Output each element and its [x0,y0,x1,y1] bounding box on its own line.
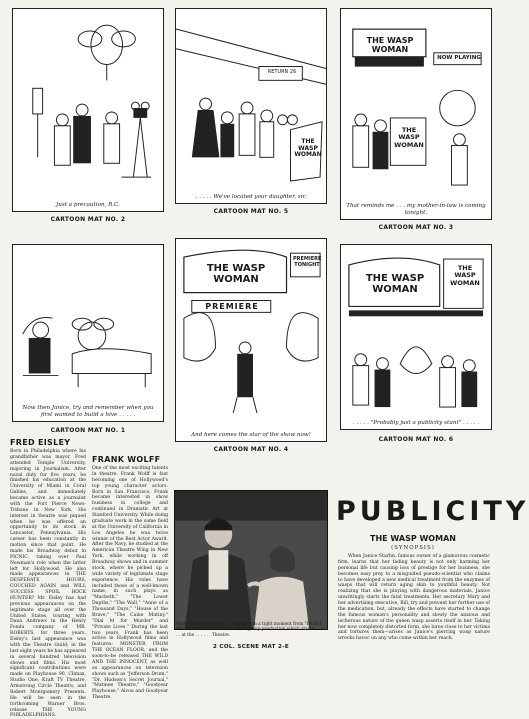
cartoon-panel-5 [175,8,327,204]
bio-heading-fred-eisley: FRED EISLEY [10,438,71,447]
cartoon-caption: And here comes the star of the show now! [191,431,311,438]
cartoon-mat-label: CARTOON MAT NO. 1 [50,427,126,434]
bio-text-fred-eisley: Born in Philadelphia where his grandfather was mayor, Fred attended Temple University, majoring in Journalism. After naval duty for five years, he finished his education at the University of Miami in Coral Gables, and immediately became active as a journalist with the Fort Pierce News-Tribune in New York. His interest in theatre was piqued when he was offered an opportunity to do stock in Lancaster, Pennsylvania. His career has been constantly in motion since that point. He made his Broadway debut in PICNIC, taking over Paul Newman's role when the latter left for Hollywood. He also made appearances in THE DESPERATE HOURS, COUCHED AGAIN and WILL SUCCESS SPOIL ROCK HUNTER? Mr. Eisley has had previous appearances on the legitimate stage all over the United States, touring with Dana Andrews in the Henry Fonda company of MR. ROBERTS, for three years. Eisley's last appearance was with the Theatre Guild; in the last eight years he has appeared in several hundred television shows and films. His most significant contributions were made on Playhouse 90, Climax, Studio One, Kraft TV Theatre, Armstrong Circle Theatre, and Robert Montgomery Presents. He will be seen in the forthcoming Warner Bros. release THE YOUNG PHILADELPHIANS. [10,449,86,719]
marquee-sign: THE WASP WOMAN [365,273,425,295]
cartoon-mat-label: CARTOON MAT NO. 3 [378,224,454,231]
scene-photo [174,490,328,630]
cartoon-panel-4 [175,238,327,442]
cartoon-mat-label: CARTOON MAT NO. 6 [378,436,454,443]
cartoon-mat-label: CARTOON MAT NO. 4 [213,446,289,453]
cartoon-caption: Just a precaution, R.C. [56,201,120,208]
cartoon-panel-1 [12,244,164,422]
cartoon-illustration [13,245,163,421]
cartoon-caption: . . . . . We've located your daughter, sir. [195,193,307,200]
cartoon-panel-3 [340,8,492,220]
bio-heading-frank-wolff: FRANK WOLFF [92,455,161,464]
photo-caption: Wally Campo and Lynn Cartwright in a tight moment from "BEAST FROM HAUNTED CAVE," a Filmgroup production which starts . . . . . . . at the . . . . . . Theatre. [176,622,328,638]
marquee-sign: THE WASP WOMAN [206,263,266,285]
scene-mat-label: 2 COL. SCENE MAT 2-E [212,644,289,650]
premiere-tonight-sign: PREMIERE TONIGHT [293,256,322,268]
bio-text-frank-wolff: One of the most exciting talents in theatre, Frank Wolff is fast becoming one of Hollywood's top young character actors. Born in San Francisco, Frank became interested in show business in college and continued in Dramatic Art at Stanford University. While doing graduate work in the same field at the University of California in Los Angeles he was twice winner of the Best Actor Award. After the Navy, he studied at the American Theatre Wing in New York, while working in off Broadway shows and in summer stock, where he picked up a wide variety of legitimate stage experience. His roles have included those of a well-known name, in such plays as "Macbeth," "The Lower Depths," "The Wall," "Anne of a Thousand Days," "House of the Brave," "The Caine Mutiny," "Dial M for Murder" and "Private Lives." During the last two years, Frank has been active in Hollywood films and features: MONSTER FROM THE OCEAN FLOOR, and the soon-to-be released THE WILD AND THE INNOCENT, as well as appearances on television shows such as "Jefferson Drum," "Dr. Hudson's Secret Journal," "Matinee Theatre," "Goodyear Playhouse," Alcoa and Goodyear Theatre. [92,466,169,701]
cartoon-mat-label: CARTOON MAT NO. 5 [213,208,289,215]
movie-poster: THE WASP WOMAN [450,264,480,287]
cartoon-caption: . . . . . "Probably just a publicity stunt" . . . . . [352,419,480,426]
cartoon-mat-label: CARTOON MAT NO. 2 [50,216,126,223]
movie-poster: THE WASP WOMAN [394,126,424,149]
synopsis-subtitle: (SYNOPSIS) [391,545,435,551]
cartoon-panel-6 [340,244,492,430]
publicity-heading: PUBLICITY [336,496,529,527]
cartoon-illustration [13,9,163,211]
synopsis-text: When Janice Starlin, famous owner of a glamorous cosmetic firm, learns that her fading beauty is not only harming her personal life but causing loss of prestige for her business, she becomes easy prey to a misguided pseudo-scientist who claims to have developed a new medical treatment from the enzymes of wasps that will return aging skin to youthful beauty. Not realizing that she is playing with dangerous materials, Janice unwittingly starts the fatal treatments. Her secretary Mary and her advertising executive, Bill, try and prevent her further use of the medication, but, already the effects have started to change the famous woman's personality and slowly the anxious and lecherous nature of the queen wasp asserts itself in her. Taking her now completely distorted form, she lures close to her victims and tortures them—arises as Janice's piercing wasp nature wrecks havoc on any who come within her reach. [338,554,490,642]
cartoon-caption: That reminds me . . . my mother-in-law is coming tonight. [346,203,486,216]
cartoon-illustration [176,9,326,203]
movie-sign: THE WASP WOMAN [294,138,322,159]
synopsis-title: THE WASP WOMAN [370,534,456,543]
marquee-sign: RETURN 26 [267,69,297,75]
cartoon-caption: Now then Janice, try and remember when you first wanted to build a hive . . . . . [22,405,154,418]
scene-photo-image [175,491,327,629]
marquee-sign: THE WASP WOMAN [366,36,414,54]
premiere-banner: PREMIERE [205,302,259,311]
cartoon-panel-2 [12,8,164,212]
now-playing-banner: NOW PLAYING [437,55,481,61]
